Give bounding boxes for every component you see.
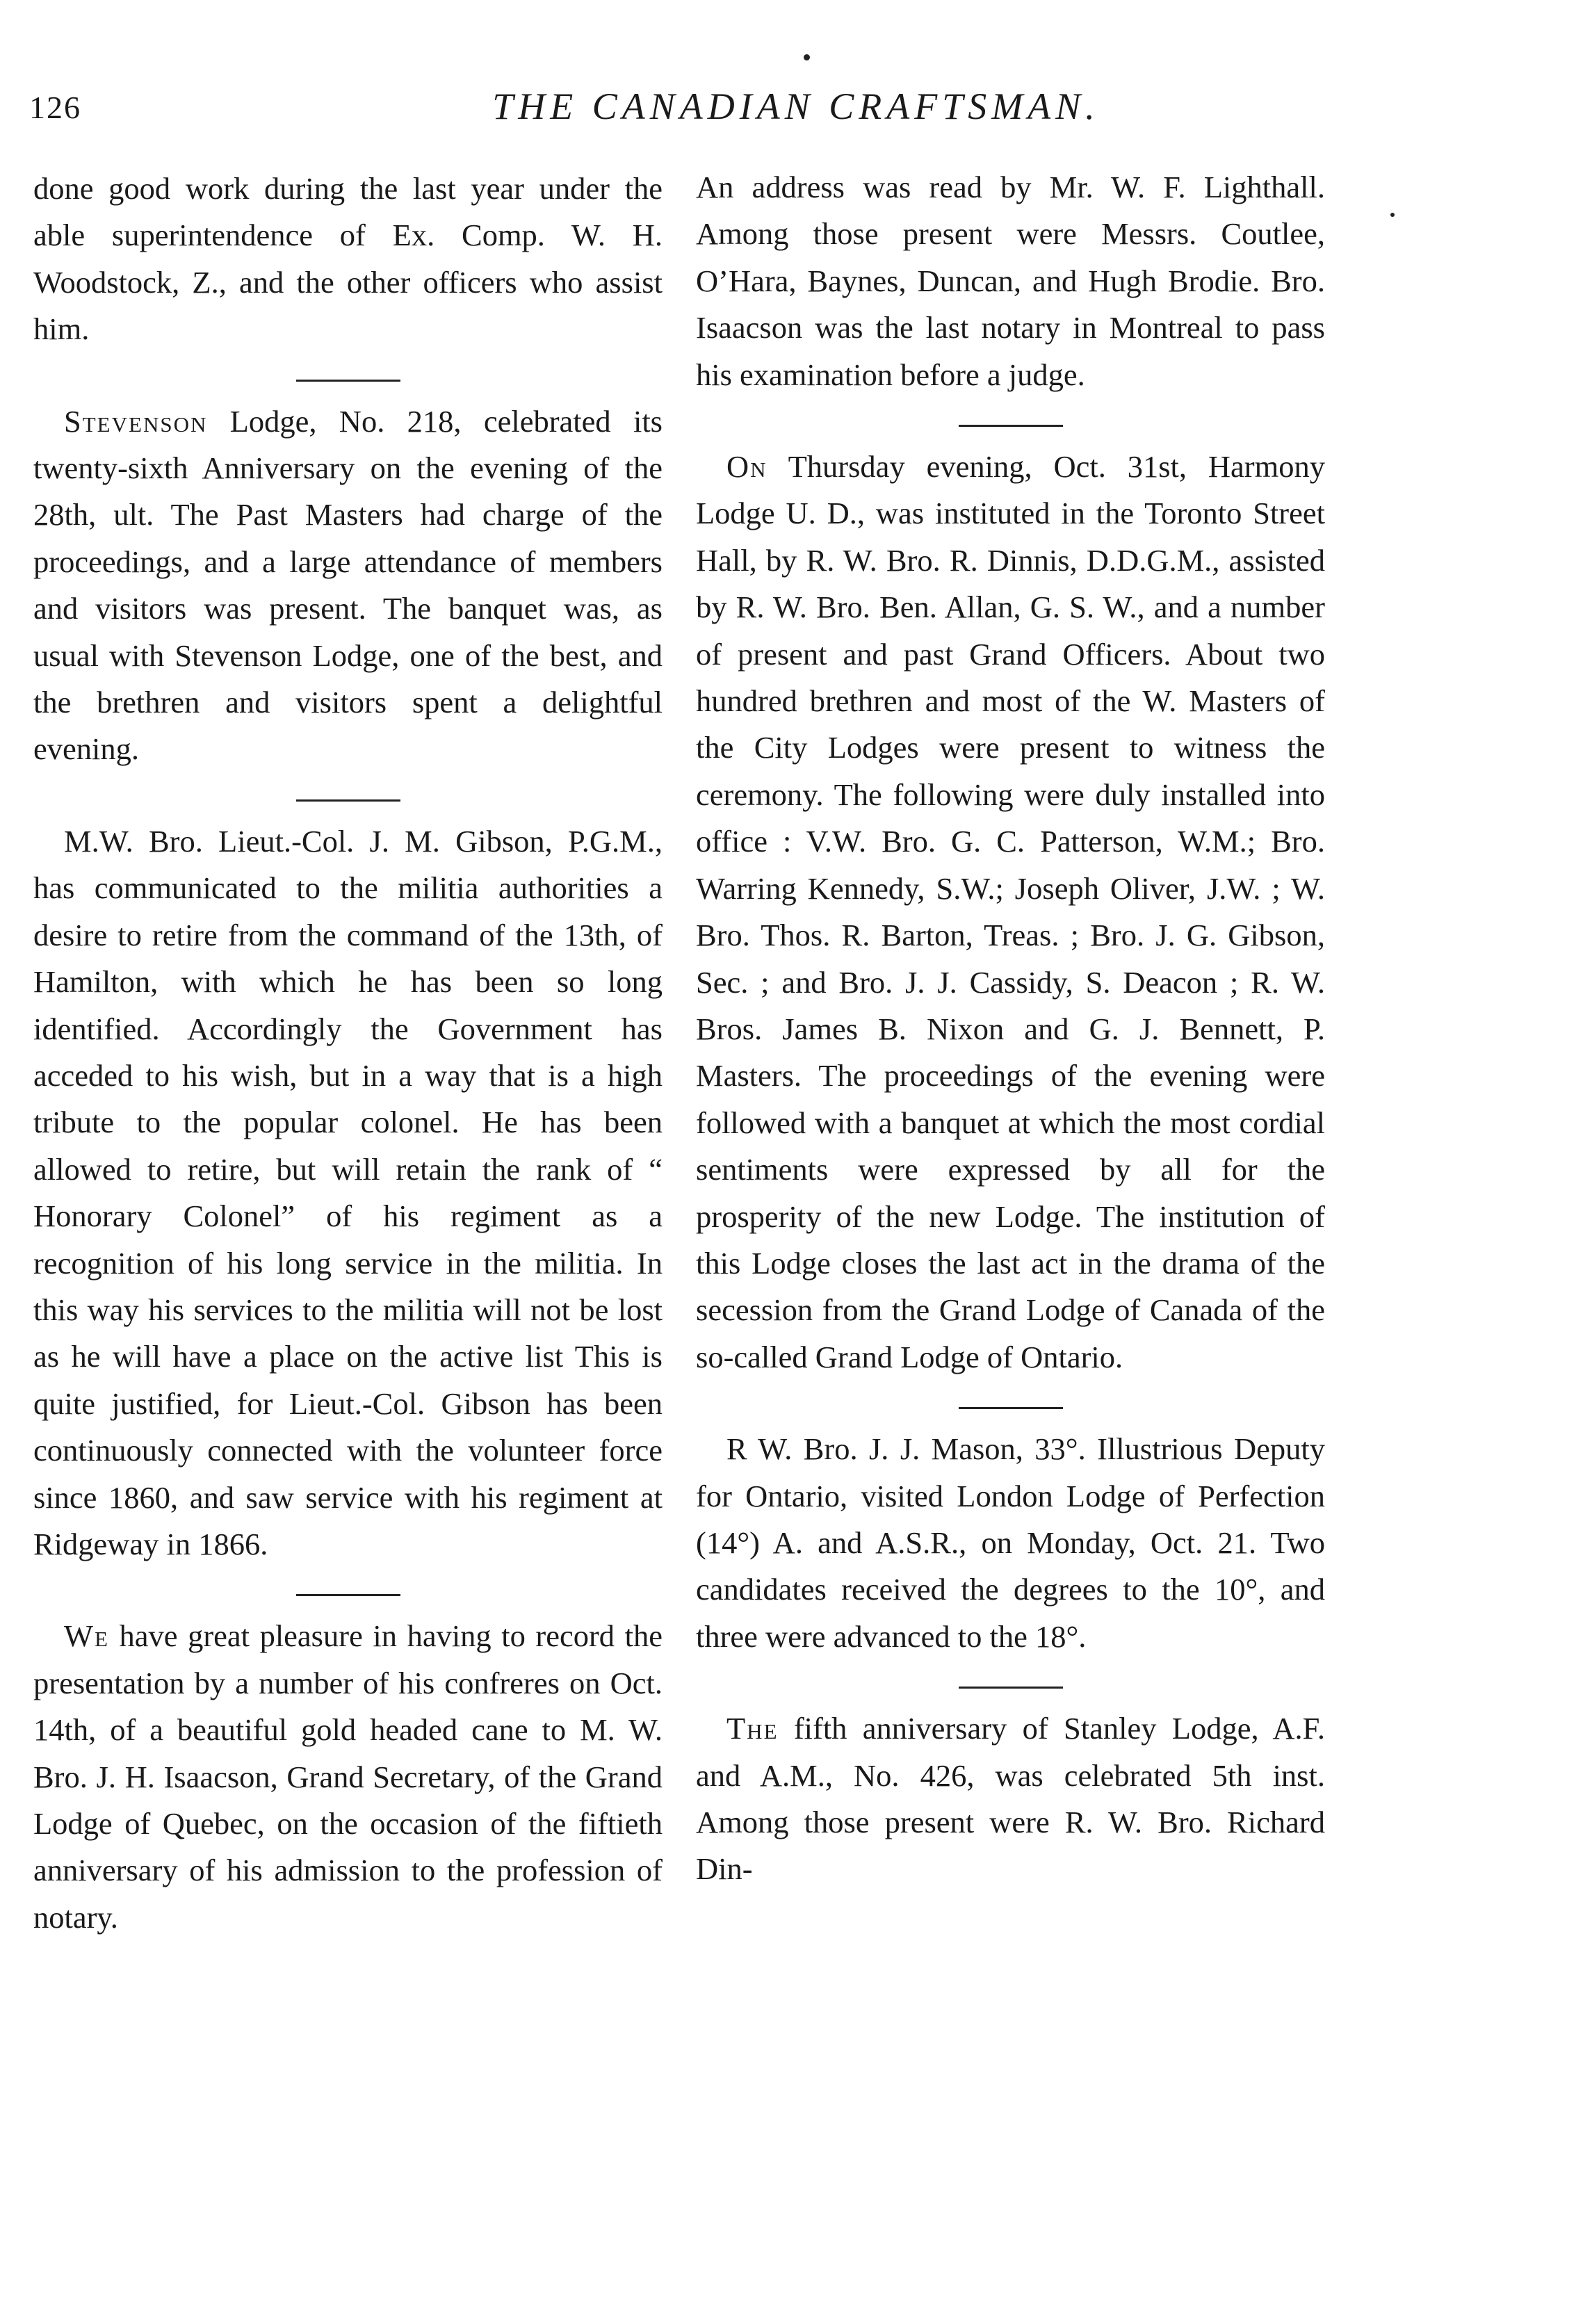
article-paragraph: M.W. Bro. Lieut.-Col. J. M. Gibson, P.G.M., has communicated to the militia authorities a desire to retire from the command of the 13th, of Hamilton, with which he has been so long identified. Accordingly the Government has acceded to his wish, but in a way that is a high tribute to the popular colonel. He has been allowed to retire, but will retain the rank of “ Honorary Colonel” of his regiment as a recognition of his long service in the militia. In this way his services to the militia will not be lost as he will have a place on the active list This is quite justified, for Lieut.-Col. Gibson has been continuously connected with the volunteer force since 1860, and saw service with his regiment at Ridgeway in 1866. bbox=[33, 823, 663, 1561]
section-divider bbox=[959, 1407, 1063, 1409]
section-divider bbox=[296, 1594, 400, 1596]
lead-word: Stevenson bbox=[64, 403, 208, 439]
section-divider bbox=[296, 380, 400, 382]
ink-speck bbox=[804, 54, 810, 60]
section-divider bbox=[959, 425, 1063, 427]
lead-word: We bbox=[64, 1618, 109, 1654]
page-number: 126 bbox=[29, 90, 81, 125]
lead-word: The bbox=[726, 1711, 779, 1746]
lead-word: On bbox=[726, 449, 767, 485]
article-paragraph: Stevenson Lodge, No. 218, celebrated its twenty-sixth Anniversary on the evening of the 28th, ult. The Past Masters had charge of the proceedings, and a large attendance of members and visitors was present. The banquet was, as usual with Stevenson Lodge, one of the best, and the brethren and visitors spent a delightful evening. bbox=[33, 403, 663, 767]
article-paragraph: The fifth anniversary of Stanley Lodge, A.F. and A.M., No. 426, was celebrated 5th inst. Among those present were R. W. Bro. Richard Din- bbox=[696, 1711, 1325, 1887]
ink-speck bbox=[1390, 213, 1395, 217]
article-paragraph: R W. Bro. J. J. Mason, 33°. Illustrious Deputy for Ontario, visited London Lodge of Perfection (14°) A. and A.S.R., on Monday, Oct. 21. Two candidates received the degrees to the 10°, and three were advanced to the 18°. bbox=[696, 1431, 1325, 1654]
article-paragraph: An address was read by Mr. W. F. Lighthall. Among those present were Messrs. Coutlee, O’Hara, Baynes, Duncan, and Hugh Brodie. Bro. Isaacson was the last notary in Montreal to pass his examination before a judge. bbox=[696, 170, 1325, 392]
section-divider bbox=[959, 1687, 1063, 1689]
section-divider bbox=[296, 799, 400, 802]
running-head: THE CANADIAN CRAFTSMAN. bbox=[492, 86, 1100, 127]
article-paragraph: On Thursday evening, Oct. 31st, Harmony Lodge U. D., was instituted in the Toronto Street Hall, by R. W. Bro. R. Dinnis, D.D.G.M., assisted by R. W. Bro. Ben. Allan, G. S. W., and a number of present and past Grand Officers. About two hundred brethren and most of the W. Masters of the City Lodges were present to witness the ceremony. The following were duly installed into office : V.W. Bro. G. C. Patterson, W.M.; Bro. Warring Kennedy, S.W.; Joseph Oliver, J.W. ; W. Bro. Thos. R. Barton, Treas. ; Bro. J. G. Gibson, Sec. ; and Bro. J. J. Cassidy, S. Deacon ; R. W. Bros. James B. Nixon and G. J. Bennett, P. Masters. The proceedings of the evening were followed with a banquet at which the most cordial sentiments were expressed by all for the prosperity of the new Lodge. The institution of this Lodge closes the last act in the drama of the secession from the Grand Lodge of Canada of the so-called Grand Lodge of Ontario. bbox=[696, 449, 1325, 1374]
article-paragraph: done good work during the last year under the able superintendence of Ex. Comp. W. H. Woodstock, Z., and the other officers who assist him. bbox=[33, 171, 663, 347]
article-paragraph: We have great pleasure in having to record the presentation by a number of his confreres on Oct. 14th, of a beautiful gold headed cane to M. W. Bro. J. H. Isaacson, Grand Secretary, of the Grand Lodge of Quebec, on the occasion of the fiftieth anniversary of his admission to the profession of notary. bbox=[33, 1618, 663, 1935]
left-column bbox=[33, 165, 663, 1941]
right-column bbox=[696, 164, 1325, 1893]
